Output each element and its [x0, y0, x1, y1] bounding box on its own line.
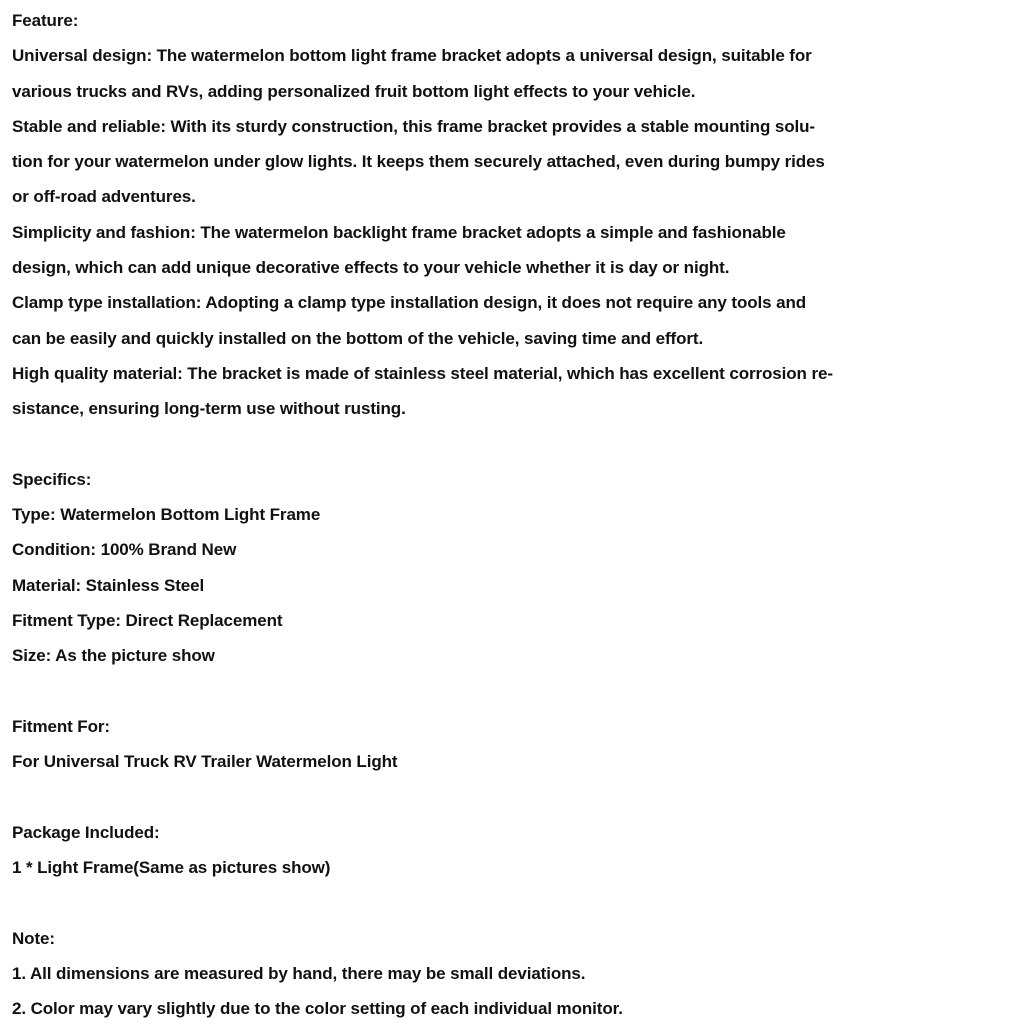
text-line: various trucks and RVs, adding personalized fruit bottom light effects to your vehicle.: [12, 81, 696, 101]
text-line: design, which can add unique decorative effects to your vehicle whether it is day or night.: [12, 258, 730, 278]
text-line: Material: Stainless Steel: [12, 575, 205, 595]
section-heading: Feature:: [12, 11, 79, 30]
text-line: can be easily and quickly installed on the bottom of the vehicle, saving time and effort.: [12, 328, 704, 348]
text-line: Universal design: The watermelon bottom light frame bracket adopts a universal design, suitable for: [12, 46, 812, 66]
section-heading: Specifics:: [12, 469, 92, 489]
section-heading: Package Included:: [12, 822, 160, 842]
text-line: or off-road adventures.: [12, 187, 196, 207]
text-line: Fitment Type: Direct Replacement: [12, 611, 283, 631]
blank-line: [12, 427, 1012, 462]
text-line: High quality material: The bracket is made of stainless steel material, which has excellent corrosion re-: [12, 363, 833, 383]
section-heading: Fitment For:: [12, 716, 110, 736]
text-line: Simplicity and fashion: The watermelon backlight frame bracket adopts a simple and fashionable: [12, 222, 786, 242]
blank-line: [12, 780, 1012, 815]
text-line: For Universal Truck RV Trailer Watermelon Light: [12, 752, 398, 772]
text-line: Stable and reliable: With its sturdy construction, this frame bracket provides a stable mounting solu-: [12, 116, 815, 136]
text-line: 1. All dimensions are measured by hand, there may be small deviations.: [12, 964, 586, 984]
text-line: 1 * Light Frame(Same as pictures show): [12, 858, 331, 878]
text-line: 2. Color may vary slightly due to the color setting of each individual monitor.: [12, 999, 623, 1019]
text-line: sistance, ensuring long-term use without rusting.: [12, 399, 406, 419]
document-body: [12, 3, 1012, 1024]
blank-line: [12, 674, 1012, 709]
text-line: tion for your watermelon under glow lights. It keeps them securely attached, even during bumpy rides: [12, 152, 825, 172]
blank-line: [12, 885, 1012, 920]
text-line: Condition: 100% Brand New: [12, 540, 237, 560]
text-line: Size: As the picture show: [12, 646, 215, 666]
section-heading: Note:: [12, 928, 55, 948]
text-line: Clamp type installation: Adopting a clamp type installation design, it does not require any tools and: [12, 293, 807, 313]
text-line: Type: Watermelon Bottom Light Frame: [12, 505, 321, 525]
